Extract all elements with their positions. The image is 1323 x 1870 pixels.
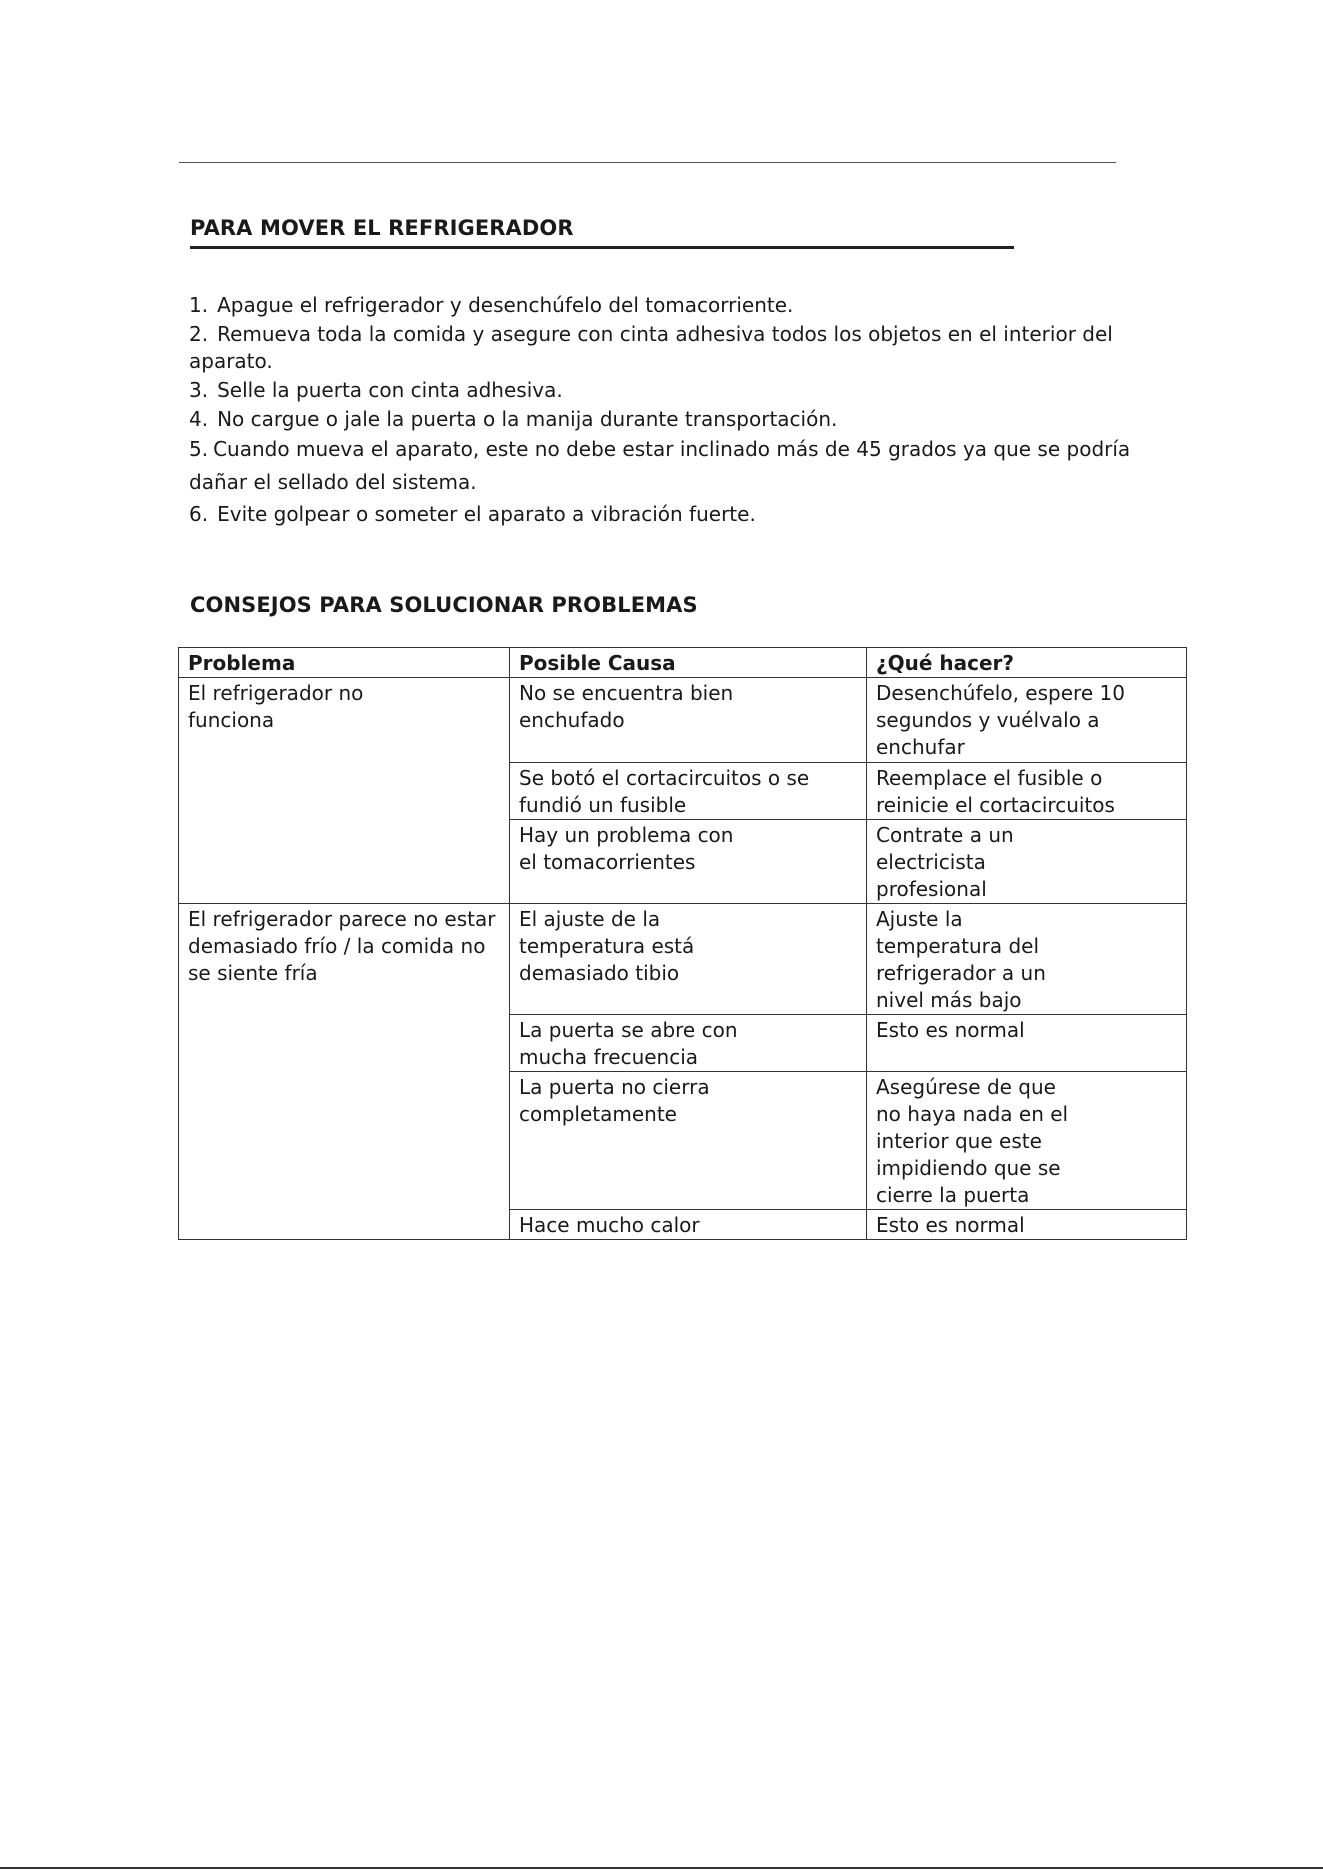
step-number: 4. (189, 407, 209, 431)
step-text: Cuando mueva el aparato, este no debe estar inclinado más de 45 grados ya que se podría dañar el sellado del sistema. (189, 437, 1131, 494)
cause-cell (510, 1072, 867, 1210)
step-text: Evite golpear o someter el aparato a vibración fuerte. (217, 502, 756, 526)
table-header-row (179, 648, 1187, 678)
action-cell (867, 1072, 1187, 1210)
step-text: Remueva toda la comida y asegure con cinta adhesiva todos los objetos en el interior del aparato. (189, 322, 1113, 373)
cause-cell (510, 1015, 867, 1072)
action-cell (867, 904, 1187, 1015)
problem-text: El refrigerador parece no estar demasiado frío / la comida no se siente fría (188, 907, 496, 985)
moving-step (189, 319, 1139, 375)
step-number: 3. (189, 378, 209, 402)
cause-text: Hace mucho calor (519, 1213, 700, 1237)
moving-step (189, 404, 1139, 433)
step-number: 1. (189, 293, 209, 317)
problem-cell (179, 678, 510, 904)
moving-steps-list (189, 290, 1139, 528)
cause-text: El ajuste de la temperatura está demasiado tibio (519, 907, 695, 985)
header-cause: Posible Causa (510, 648, 867, 678)
cause-text: La puerta se abre con mucha frecuencia (519, 1018, 738, 1069)
action-cell (867, 678, 1187, 763)
step-number: 6. (189, 502, 209, 526)
cause-cell (510, 820, 867, 904)
header-action: ¿Qué hacer? (867, 648, 1187, 678)
table-row (179, 678, 1187, 763)
cause-cell (510, 678, 867, 763)
troubleshooting-table (178, 647, 1187, 1240)
action-text: Asegúrese de que no haya nada en el interior que este impidiendo que se cierre la puerta (876, 1075, 1069, 1207)
step-text: Selle la puerta con cinta adhesiva. (217, 378, 563, 402)
step-text: No cargue o jale la puerta o la manija durante transportación. (217, 407, 838, 431)
moving-step (189, 375, 1139, 404)
action-text: Contrate a un electricista profesional (876, 823, 1014, 901)
footer-rule (0, 1867, 1323, 1869)
cause-text: Se botó el cortacircuitos o se fundió un fusible (519, 766, 810, 817)
action-text: Esto es normal (876, 1018, 1025, 1042)
action-cell (867, 1015, 1187, 1072)
problem-cell (179, 904, 510, 1240)
cause-text: Hay un problema con el tomacorrientes (519, 823, 734, 874)
table-row (179, 904, 1187, 1015)
cause-cell (510, 904, 867, 1015)
moving-step (189, 499, 1139, 528)
header-problem: Problema (179, 648, 510, 678)
cause-text: No se encuentra bien enchufado (519, 681, 734, 732)
action-text: Ajuste la temperatura del refrigerador a un nivel más bajo (876, 907, 1046, 1012)
header-rule (179, 162, 1116, 163)
step-number: 5. (189, 437, 209, 461)
step-text: Apague el refrigerador y desenchúfelo del tomacorriente. (217, 293, 794, 317)
action-cell (867, 820, 1187, 904)
moving-step (189, 433, 1139, 499)
moving-section-title: PARA MOVER EL REFRIGERADOR (190, 216, 574, 240)
step-number: 2. (189, 322, 209, 346)
moving-title-underline (190, 246, 1014, 249)
moving-step (189, 290, 1139, 319)
cause-text: La puerta no cierra completamente (519, 1075, 710, 1126)
action-text: Desenchúfelo, espere 10 segundos y vuélvalo a enchufar (876, 681, 1125, 759)
action-cell (867, 763, 1187, 820)
troubleshooting-section-title: CONSEJOS PARA SOLUCIONAR PROBLEMAS (190, 593, 698, 617)
action-cell (867, 1210, 1187, 1240)
problem-text: El refrigerador no funciona (188, 681, 364, 732)
action-text: Reemplace el fusible o reinicie el cortacircuitos (876, 766, 1115, 817)
cause-cell (510, 1210, 867, 1240)
action-text: Esto es normal (876, 1213, 1025, 1237)
cause-cell (510, 763, 867, 820)
